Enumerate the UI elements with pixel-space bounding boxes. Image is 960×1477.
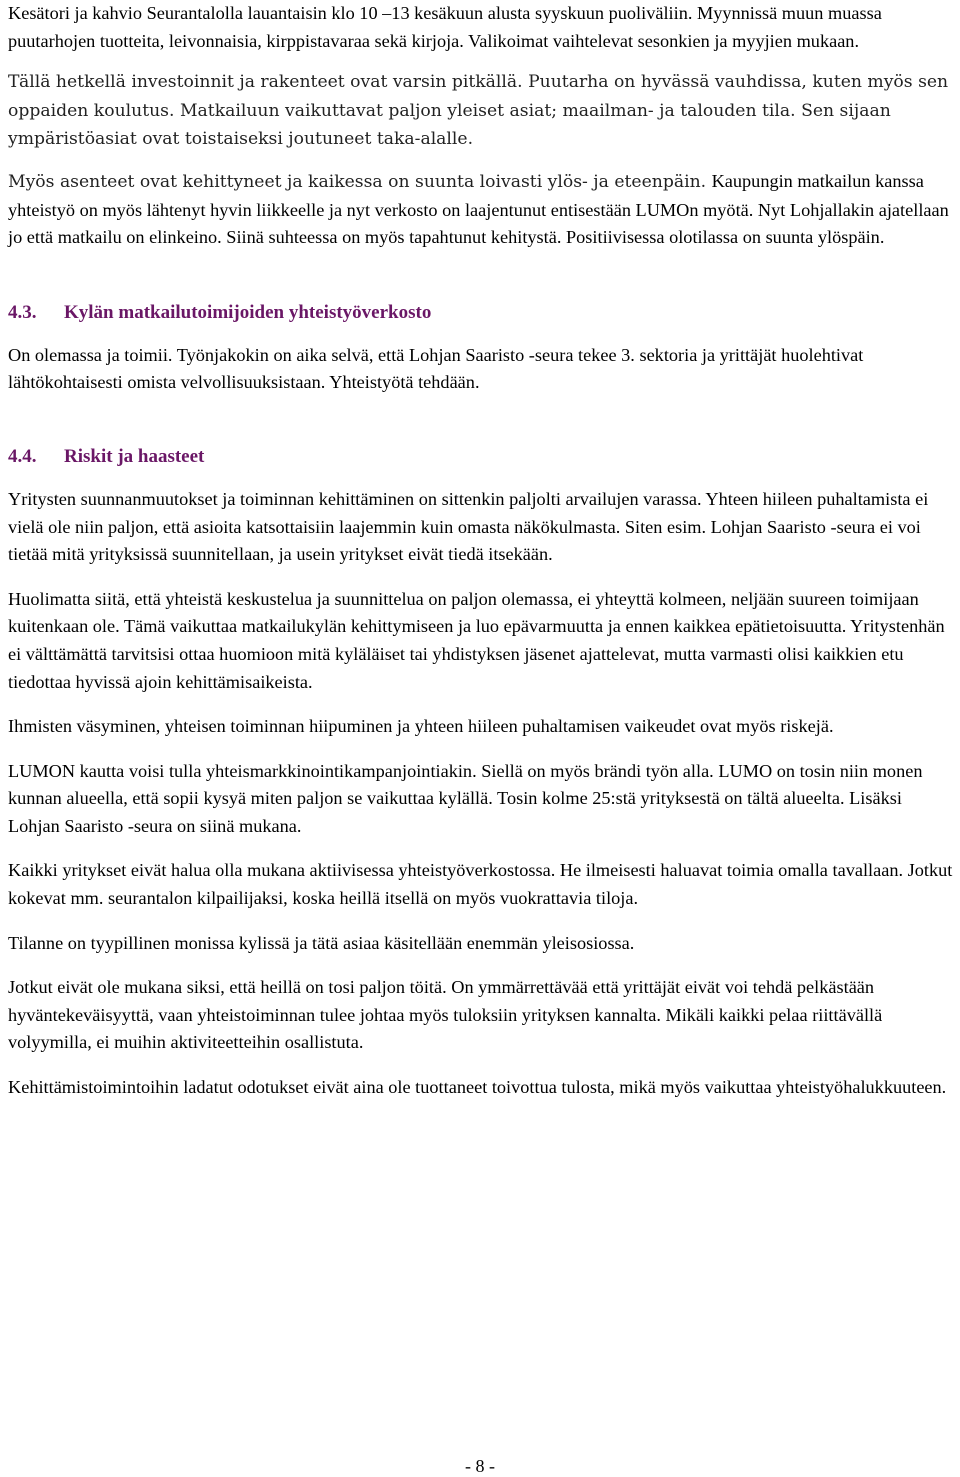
paragraph-riskit-4: LUMON kautta voisi tulla yhteismarkkinointikampanjointiakin. Siellä on myös brändi työn alla. LUMO on tosin niin monen kunnan alueella, että sopii kysyä miten paljon se vaikuttaa kylällä. Tosin kolme 25:stä yrityksestä on tältä alueelta. Lisäksi Lohjan Saaristo -seura on siinä mukana.: [8, 760, 923, 836]
paragraph-riskit-5: Kaikki yritykset eivät halua olla mukana aktiivisessa yhteistyöverkostossa. He ilmeisesti haluavat toimia omalla tavallaan. Jotkut kokevat mm. seurantalon kilpailijaksi, koska heillä itsellä on myös vuokrattavia tiloja.: [8, 860, 953, 909]
paragraph-kesatori: Kesätori ja kahvio Seurantalolla lauantaisin klo 10 –13 kesäkuun alusta syyskuun puoliväliin. Myynnissä muun muassa puutarhojen tuotteita, leivonnaisia, kirppistavaraa sekä kirjoja. Valikoimat vaihtelevat sesonkien ja myyjien mukaan.: [8, 3, 882, 51]
section-heading-4-3: [8, 299, 956, 326]
paragraph-riskit-2: Huolimatta siitä, että yhteistä keskustelua ja suunnittelua on paljon olemassa, ei yhteyttä kolmeen, neljään suureen toimijaan kuitenkaan ole. Tämä vaikuttaa matkailukylän kehittymiseen ja luo epävarmuutta ja ennen kaikkea epätietoisuutta. Yritystenhän ei välttämättä tarvitsisi ottaa huomioon mitä kyläläiset tai yhdistyksen jäsenet ajattelevat, mutta varmasti olisi kaikkien etu tiedottaa hyvissä ajoin kehittämisaikeista.: [8, 588, 945, 692]
section-heading-4-4: [8, 443, 956, 470]
paragraph-yhteistyoverkosto: On olemassa ja toimii. Työnjakokin on aika selvä, että Lohjan Saaristo -seura tekee 3. sektoria ja yrittäjät huolehtivat lähtökohtaisesti omista velvollisuuksistaan. Yhteistyötä tehdään.: [8, 344, 864, 393]
paragraph-asenteet-part-b: Kaupungin matkailun kanssa yhteistyö on myös lähtenyt hyvin liikkeelle ja nyt verkosto on laajentunut entisestään LUMOn myötä. Nyt Lohjallakin ajatellaan jo että matkailu on elinkeino. Siinä suhteessa on myös tapahtunut kehitystä. Positiivisessa olotilassa on suunta ylöspäin.: [8, 170, 949, 248]
paragraph-riskit-1: Yritysten suunnanmuutokset ja toiminnan kehittäminen on sittenkin paljolti arvailujen varassa. Yhteen hiileen puhaltamista ei vielä ole niin paljon, että asioita katsottaisiin laajemmin kuin omasta näkökulmasta. Siten esim. Lohjan Saaristo -seura ei voi tietää mitä yrityksissä suunnitellaan, ja usein yritykset eivät tiedä itsekään.: [8, 488, 929, 565]
page-number: - 8 -: [465, 1456, 495, 1476]
document-page: [8, 0, 956, 1102]
section-number-4-3: 4.3.: [8, 301, 37, 323]
paragraph-investoinnit-part-a: Tällä hetkellä investoinnit ja rakenteet ovat varsin pitkällä. Puutarha on hyvässä vauhdissa, kuten myös sen oppaiden koulutus.: [8, 72, 949, 121]
paragraph-investoinnit: [8, 68, 956, 154]
paragraph-riskit-6: Tilanne on tyypillinen monissa kylissä ja tätä asiaa käsitellään enemmän yleisosiossa.: [8, 932, 635, 953]
paragraph-investoinnit-part-b: Matkailuun vaikuttavat paljon yleiset asiat; maailman- ja talouden tila. Sen sijaan ympäristöasiat ovat toistaiseksi joutuneet taka-alalle.: [8, 100, 891, 150]
section-title-4-3: Kylän matkailutoimijoiden yhteistyöverkosto: [64, 301, 432, 323]
section-number-4-4: 4.4.: [8, 445, 37, 467]
paragraph-asenteet-part-a: Myös asenteet ovat kehittyneet ja kaikessa on suunta loivasti ylös- ja eteenpäin.: [8, 171, 712, 192]
paragraph-asenteet: [8, 168, 956, 252]
paragraph-riskit-8: Kehittämistoimintoihin ladatut odotukset eivät aina ole tuottaneet toivottua tulosta, mikä myös vaikuttaa yhteistyöhalukkuuteen.: [8, 1077, 947, 1098]
paragraph-riskit-3: Ihmisten väsyminen, yhteisen toiminnan hiipuminen ja yhteen hiileen puhaltamisen vaikeudet ovat myös riskejä.: [8, 716, 834, 737]
paragraph-riskit-7: Jotkut eivät ole mukana siksi, että heillä on tosi paljon töitä. On ymmärrettävää että yrittäjät eivät voi tehdä pelkästään hyväntekeväisyyttä, vaan yhteistoiminnan tulee johtaa myös tuloksiin yrityksen kannalta. Mikäli kaikki pelaa riittävällä volyymilla, ei muihin aktiviteetteihin osallistuta.: [8, 977, 883, 1053]
section-title-4-4: Riskit ja haasteet: [64, 445, 205, 467]
